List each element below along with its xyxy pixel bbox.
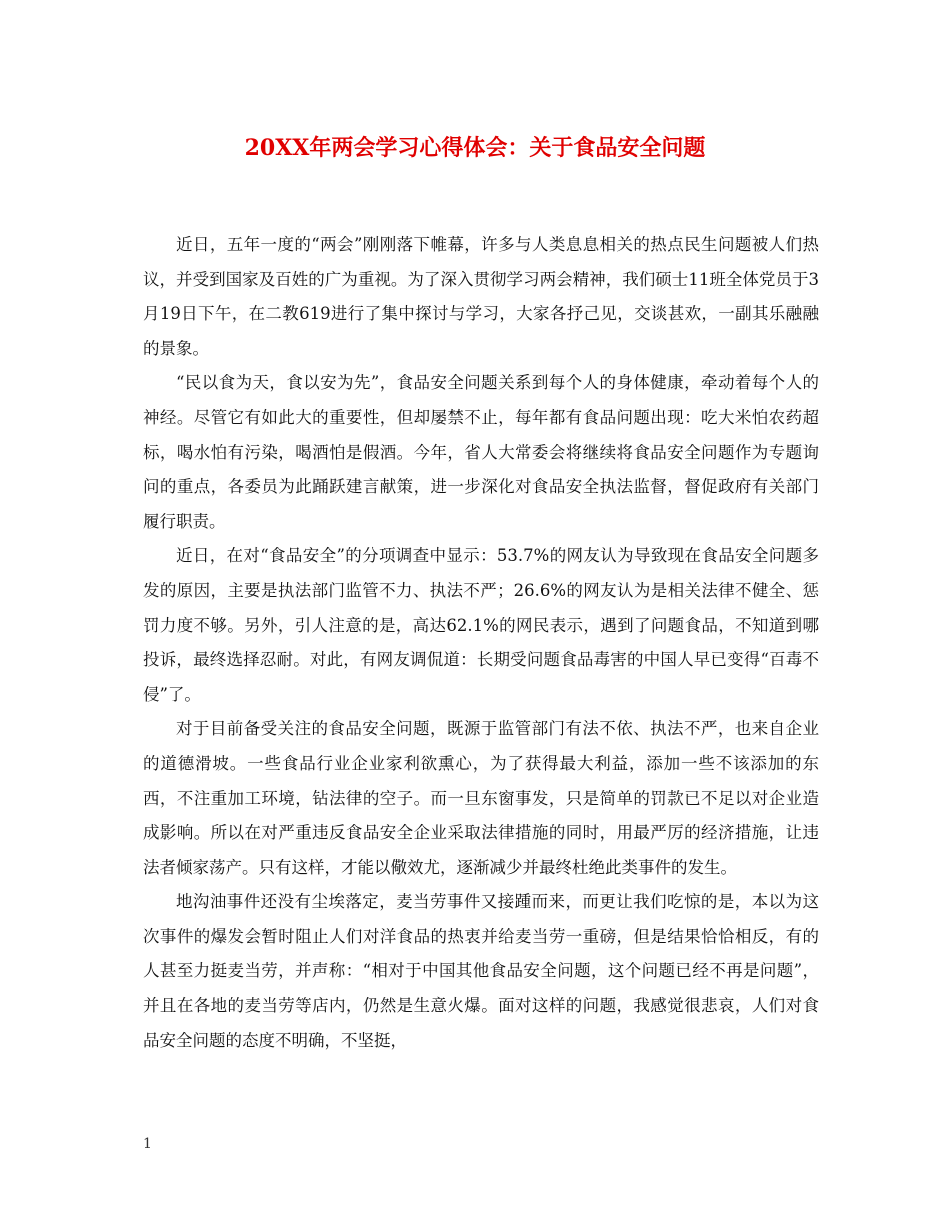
- page-number: 1: [143, 1136, 152, 1152]
- paragraph-3: 近日，在对“食品安全”的分项调查中显示：53.7%的网友认为导致现在食品安全问题多发的原因，主要是执法部门监管不力、执法不严；26.6%的网友认为是相关法律不健全、惩罚力度不够。另外，引人注意的是，高达62.1%的网民表示，遇到了问题食品，不知道到哪投诉，最终选择忍耐。对此，有网友调侃道：长期受问题食品毒害的中国人早已变得“百毒不侵”了。: [143, 546, 819, 704]
- paragraph-2: “民以食为天，食以安为先”，食品安全问题关系到每个人的身体健康，牵动着每个人的神经。尽管它有如此大的重要性，但却屡禁不止，每年都有食品问题出现：吃大米怕农药超标，喝水怕有污染，喝酒怕是假酒。今年，省人大常委会将继续将食品安全问题作为专题询问的重点，各委员为此踊跃建言献策，进一步深化对食品安全执法监督，督促政府有关部门履行职责。: [143, 373, 819, 531]
- document-body: [143, 228, 819, 1058]
- document-title: 20XX年两会学习心得体会：关于食品安全问题: [244, 135, 706, 161]
- paragraph-4: 对于目前备受关注的食品安全问题，既源于监管部门有法不依、执法不严，也来自企业的道德滑坡。一些食品行业企业家利欲熏心，为了获得最大利益，添加一些不该添加的东西，不注重加工环境，钻法律的空子。而一旦东窗事发，只是简单的罚款已不足以对企业造成影响。所以在对严重违反食品安全企业采取法律措施的同时，用最严厉的经济措施，让违法者倾家荡产。只有这样，才能以儆效尤，逐渐减少并最终杜绝此类事件的发生。: [143, 719, 819, 877]
- paragraph-5: 地沟油事件还没有尘埃落定，麦当劳事件又接踵而来，而更让我们吃惊的是，本以为这次事件的爆发会暂时阻止人们对洋食品的热衷并给麦当劳一重磅，但是结果恰恰相反，有的人甚至力挺麦当劳，并声称：“相对于中国其他食品安全问题，这个问题已经不再是问题”，并且在各地的麦当劳等店内，仍然是生意火爆。面对这样的问题，我感觉很悲哀，人们对食品安全问题的态度不明确，不坚挺，: [143, 892, 819, 1050]
- paragraph-1: 近日，五年一度的“两会”刚刚落下帷幕，许多与人类息息相关的热点民生问题被人们热议，并受到国家及百姓的广为重视。为了深入贯彻学习两会精神，我们硕士11班全体党员于3月19日下午，在二教619进行了集中探讨与学习，大家各抒己见，交谈甚欢，一副其乐融融的景象。: [143, 235, 819, 358]
